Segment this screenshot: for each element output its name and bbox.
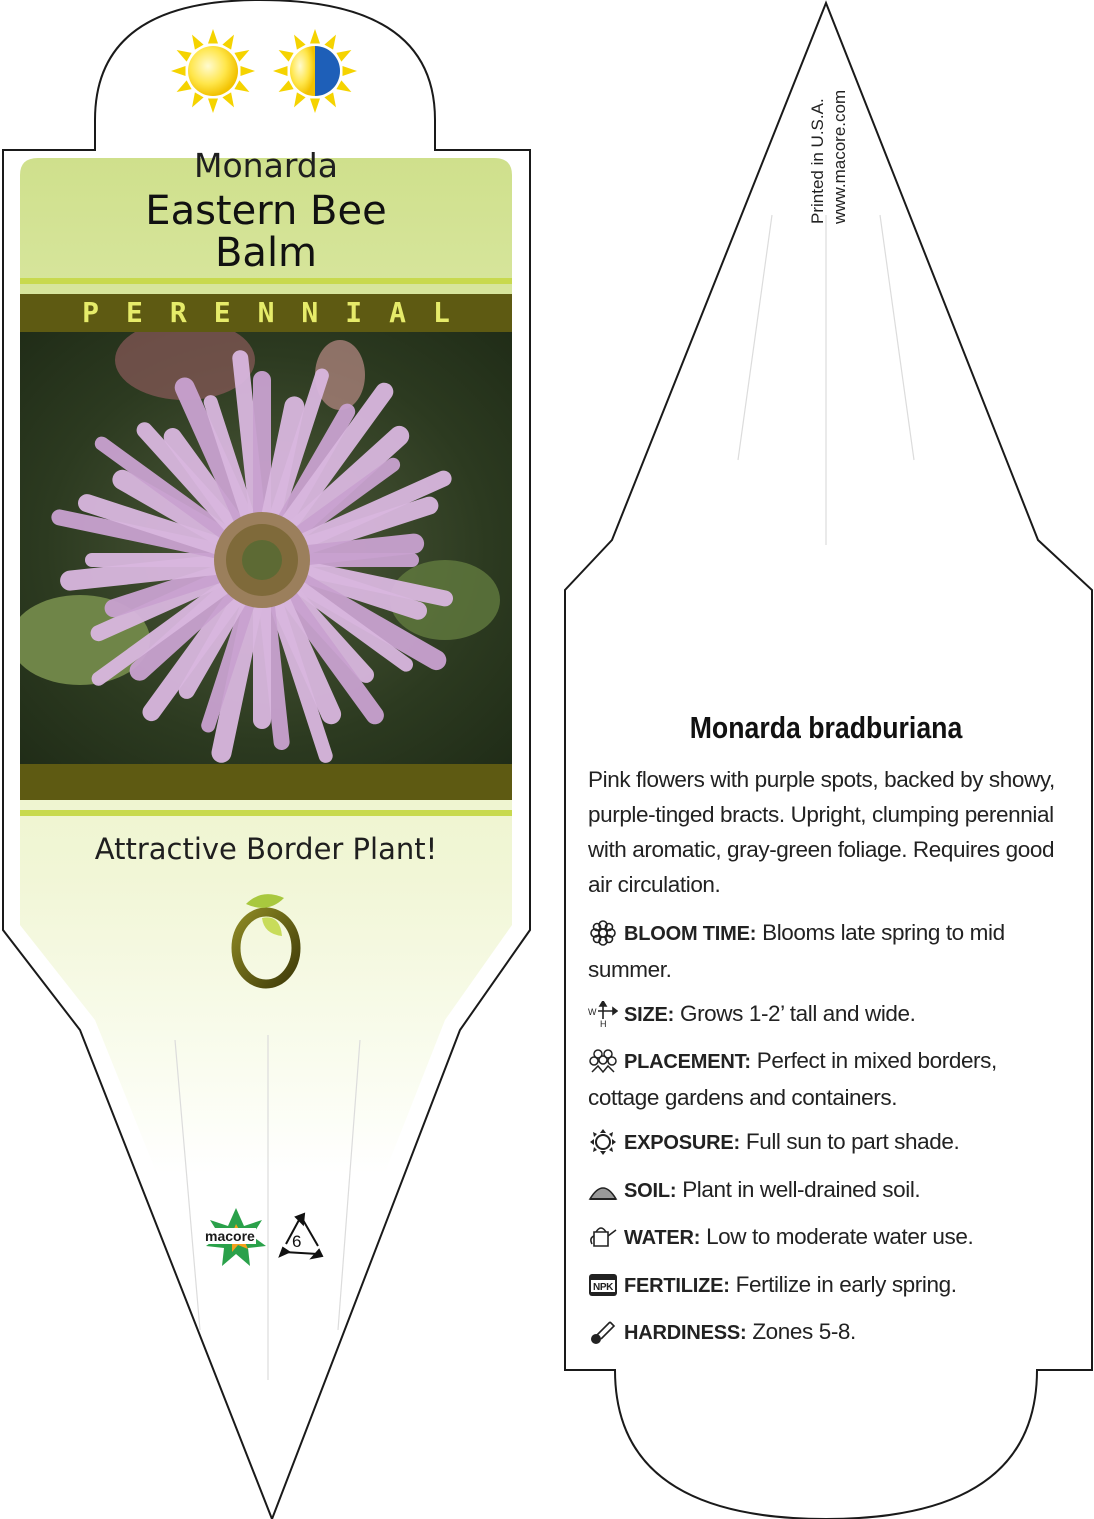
botanical-name: Monarda bradburiana <box>689 710 963 745</box>
plant-genus: Monarda <box>194 146 338 185</box>
attr-value: Full sun to part shade. <box>745 1129 960 1154</box>
attr-label: WATER: <box>624 1227 701 1249</box>
attr-value: Plant in well-drained soil. <box>682 1177 921 1202</box>
thermometer-icon <box>588 1319 618 1345</box>
attr-value: Blooms late spring to mid summer. <box>588 920 1005 982</box>
plant-category: PERENNIAL <box>82 295 477 329</box>
attr-exposure <box>588 1124 1066 1161</box>
attr-value: Fertilize in early spring. <box>735 1272 957 1297</box>
attr-value: Zones 5-8. <box>752 1319 856 1344</box>
soil-mound-icon <box>588 1177 618 1203</box>
attr-hardiness <box>588 1314 1066 1351</box>
attr-soil <box>588 1172 1066 1209</box>
recycle-code: 6 <box>292 1232 302 1251</box>
size-icon-w: W <box>588 1007 597 1017</box>
flower-icon <box>588 920 618 946</box>
attr-value: Grows 1-2’ tall and wide. <box>679 1001 916 1026</box>
printed-in: Printed in U.S.A. <box>808 98 827 224</box>
attr-bloom-time <box>588 915 1066 987</box>
plant-common-name <box>20 190 512 274</box>
attr-label: EXPOSURE: <box>624 1132 741 1154</box>
watering-can-icon <box>588 1224 618 1250</box>
attr-label: PLACEMENT: <box>624 1051 751 1073</box>
size-arrows-icon <box>588 1001 618 1027</box>
attr-size <box>588 996 1066 1033</box>
attr-label: BLOOM TIME: <box>624 923 757 945</box>
placement-plants-icon <box>588 1048 618 1074</box>
attr-water <box>588 1219 1066 1256</box>
attr-value: Perfect in mixed borders, cottage gardens and containers. <box>588 1048 997 1110</box>
size-icon-h: H <box>600 1019 607 1027</box>
plant-description: Pink flowers with purple spots, backed by showy, purple-tinged bracts. Upright, clumping perennial with aromatic, gray-green foliage. Requires good air circulation. <box>588 767 1055 897</box>
print-credit <box>780 30 849 230</box>
attr-placement <box>588 1043 1066 1115</box>
npk-fertilizer-icon <box>588 1272 618 1298</box>
plant-tagline: Attractive Border Plant! <box>94 832 438 866</box>
sun-outline-icon <box>588 1129 618 1155</box>
brand-name: macore <box>205 1228 255 1244</box>
attr-value: Low to moderate water use. <box>706 1224 974 1249</box>
common-name-line2: Balm <box>214 230 318 276</box>
attr-fertilize <box>588 1267 1066 1304</box>
attr-label: FERTILIZE: <box>624 1275 730 1297</box>
attr-label: SIZE: <box>624 1004 675 1026</box>
common-name-line1: Eastern Bee <box>145 188 387 234</box>
attr-label: HARDINESS: <box>624 1322 747 1344</box>
flower-photo <box>10 320 512 764</box>
npk-icon-text: NPK <box>593 1282 613 1293</box>
attr-label: SOIL: <box>624 1180 677 1202</box>
website: www.macore.com <box>830 89 849 224</box>
